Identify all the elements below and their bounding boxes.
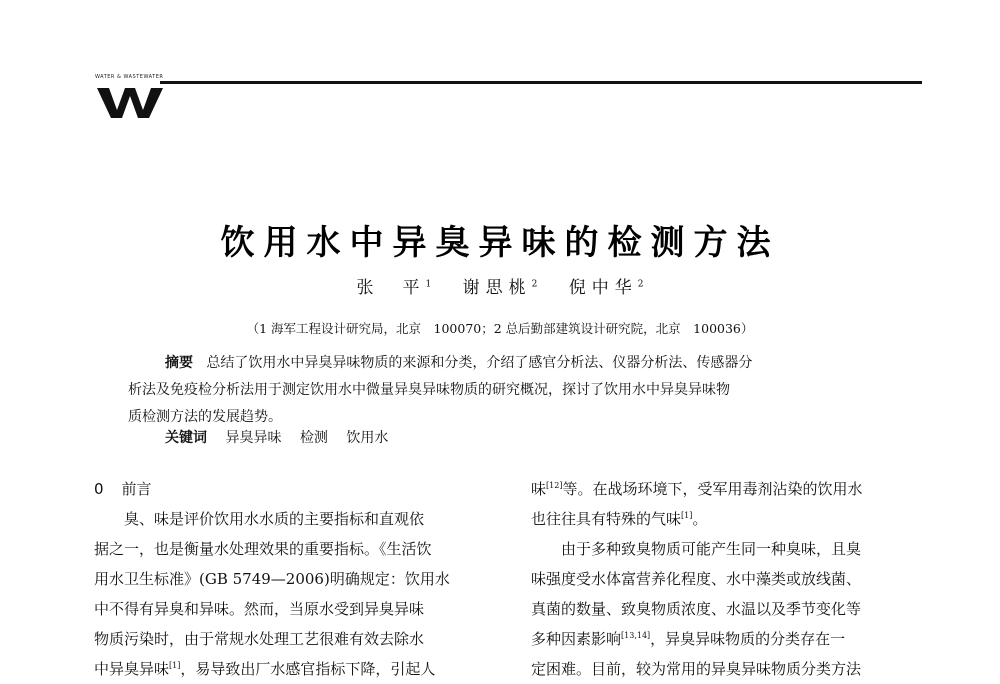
keywords-label: 关键词	[165, 430, 207, 446]
body-right-column	[531, 474, 921, 684]
author: 倪中华$^2$	[568, 278, 644, 298]
keyword: 饮用水	[346, 430, 389, 446]
affiliation: （1 海军工程设计研究局，北京 100070；2 总后勤部建筑设计研究院，北京 100036）	[246, 321, 754, 336]
paragraph-line: 物质污染时，由于常规水处理工艺很难有效去除水	[94, 630, 425, 648]
keywords	[165, 427, 388, 447]
author: 谢思桃$^2$	[462, 278, 538, 298]
body-left-column	[94, 474, 482, 684]
citation-marker: [1]	[169, 661, 181, 670]
citation-marker: [12]	[546, 481, 563, 490]
section-title: 前言	[121, 480, 152, 498]
keyword: 异臭异味	[225, 430, 282, 446]
section-number: 0	[94, 480, 104, 498]
paragraph-line: 多种因素影响[13,14]，异臭异味物质的分类存在一	[531, 630, 846, 648]
header-rule	[160, 81, 922, 84]
citation-marker: [13,14]	[621, 631, 651, 640]
paragraph-line: 也往往具有特殊的气味[1]。	[531, 510, 708, 528]
paragraph-line: 味[12]等。在战场环境下，受军用毒剂沾染的饮用水	[531, 480, 863, 498]
abstract-label: 摘要	[165, 355, 193, 371]
paragraph-line: 中不得有异臭和异味。然而，当原水受到异臭异味	[94, 600, 425, 618]
abstract	[128, 350, 908, 431]
abstract-line: 总结了饮用水中异臭异味物质的来源和分类，介绍了感官分析法、仪器分析法、传感器分	[206, 355, 753, 371]
paragraph-line: 真菌的数量、致臭物质浓度、水温以及季节变化等	[531, 600, 862, 618]
journal-logo-caption: WATER & WASTEWATER	[95, 74, 164, 80]
paragraph-line: 定困难。目前，较为常用的异臭异味物质分类方法	[531, 660, 862, 678]
paragraph-line: 中异臭异味[1]，易导致出厂水感官指标下降，引起人	[94, 660, 436, 678]
paragraph-line: 臭、味是评价饮用水水质的主要指标和直观依	[124, 510, 425, 528]
journal-logo	[95, 78, 165, 120]
paragraph-line: 据之一，也是衡量水处理效果的重要指标。《生活饮	[94, 540, 432, 558]
author: 张 平$^1$	[356, 278, 432, 298]
keyword: 检测	[299, 430, 328, 446]
author-list	[0, 273, 1000, 298]
section-heading	[94, 474, 482, 504]
article-title: 饮用水中异臭异味的检测方法	[220, 223, 780, 263]
paragraph-line: 味强度受水体富营养化程度、水中藻类或放线菌、	[531, 570, 862, 588]
citation-marker: [1]	[681, 511, 693, 520]
paragraph-line: 用水卫生标准》(GB 5749—2006)明确规定：饮用水	[94, 570, 450, 588]
abstract-line: 质检测方法的发展趋势。	[128, 409, 282, 425]
abstract-line: 析法及免疫检分析法用于测定饮用水中微量异臭异味物质的研究概况，探讨了饮用水中异臭异味物	[128, 382, 730, 398]
paragraph-line: 由于多种致臭物质可能产生同一种臭味，且臭	[561, 540, 862, 558]
